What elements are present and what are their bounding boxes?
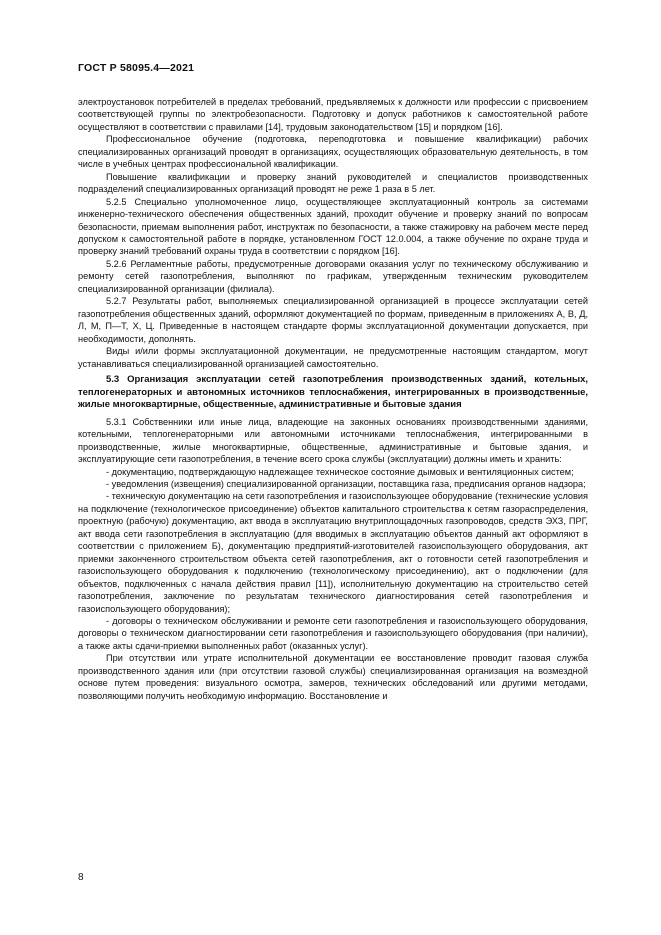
clause-5-2-5: 5.2.5 Специально уполномоченное лицо, осуществляющее эксплуатационный контроль за системами инженерно-технического обеспечения общественных зданий, проходит обучение и проверку знаний по вопросам безопасности, приемам выполнения работ, инструктаж по безопасности, а также стажировку на рабочем месте перед допуском к самостоятельной работе в порядке, установленном ГОСТ 12.0.004, а также обучение по охране труда и проверку знаний требований охраны труда в соответствии с порядком [16]. <box>78 196 588 257</box>
section-heading-5-3: 5.3 Организация эксплуатации сетей газопотребления производственных зданий, котельных, теплогенераторных и автономных источников теплоснабжения, интегрированных в производственные, жилые многоквартирные, общественные, административные и бытовые здания <box>78 373 588 411</box>
paragraph: Виды и/или формы эксплуатационной документации, не предусмотренные настоящим стандартом, могут устанавливаться специализированной организацией самостоятельно. <box>78 346 588 369</box>
list-item: - документацию, подтверждающую надлежащее техническое состояние дымовых и вентиляционных систем; <box>106 466 574 477</box>
paragraph: Профессиональное обучение (подготовка, переподготовка и повышение квалификации) рабочих специализированных организаций проводят в организациях, осуществляющих образовательную деятельность, в том числе в учебных центрах профессиональной квалификации. <box>78 134 588 170</box>
clause-5-3-1: 5.3.1 Собственники или иные лица, владеющие на законных основаниях производственными зданиями, котельными, теплогенераторными или автономными источниками теплоснабжения, интегрированными в производственные, жилые многоквартирные, общественные, административные и бытовые здания, и эксплуатирующие сети газопотребления, в течение всего срока службы (эксплуатации) должны иметь и хранить: <box>78 416 588 465</box>
list-item: - техническую документацию на сети газопотребления и газоиспользующее оборудование (технические условия на подключение (технологическое присоединение) объектов капитального строительства к сетям газораспределения, проектную (рабочую) документацию, акт ввода в эксплуатацию внутриплощадочных газопроводов, средств ЭХЗ, ПРГ, акт ввода сети газопотребления в эксплуатацию (для вводимых в эксплуатацию объектов данный акт оформляют в соответствии с приложением Б), документацию предприятий-изготовителей газоиспользующего оборудования, акт приемки законченного строительством объекта сетей газопотребления, акт о готовности сетей газопотребления и газоиспользующего оборудования к подключению (технологическому присоединению), акт о подключении (для объектов, подключенных с начала действия правил [11]), исполнительную документацию на строительство сетей газопотребления, заключение по результатам технического диагностирования сетей газопотребления и газоиспользующего оборудования); <box>78 491 588 614</box>
paragraph: электроустановок потребителей в пределах требований, предъявляемых к должности или профессии с присвоением соответствующей группы по электробезопасности. Подготовку и допуск работников к самостоятельной работе осуществляют в соответствии с правилами [14], трудовым законодательством [15] и порядком [16]. <box>78 97 588 132</box>
paragraph: При отсутствии или утрате исполнительной документации ее восстановление проводит газовая служба производственного здания или (при отсутствии газовой службы) специализированная организация на возмездной основе путем проведения: визуального осмотра, замеров, технических обследований или другими методами, позволяющими получить необходимую информацию. Восстановление и <box>78 653 588 701</box>
document-body <box>78 96 588 702</box>
page-number: 8 <box>78 872 84 883</box>
document-header: ГОСТ Р 58095.4—2021 <box>78 62 195 74</box>
clause-5-2-6: 5.2.6 Регламентные работы, предусмотренные договорами оказания услуг по техническому обслуживанию и ремонту сетей газопотребления, выполняют по графикам, утвержденным техническим руководителем специализированной организации (филиала). <box>78 258 588 294</box>
paragraph: Повышение квалификации и проверку знаний руководителей и специалистов производственных подразделений специализированных организаций проводят не реже 1 раза в 5 лет. <box>78 171 588 195</box>
list-item: - уведомления (извещения) специализированной организации, поставщика газа, предписания органов надзора; <box>106 479 586 490</box>
list-item: - договоры о техническом обслуживании и ремонте сети газопотребления и газоиспользующего оборудования, договоры о техническом диагностировании сети газопотребления и газоиспользующего оборудования (при наличии), а также акты сдачи-приемки выполненных работ (оказанных услуг). <box>78 616 588 651</box>
clause-5-2-7: 5.2.7 Результаты работ, выполняемых специализированной организацией в процессе эксплуатации сетей газопотребления общественных зданий, оформляют документацией по формам, приведенным в приложениях А, В, Д, Л, М, П—Т, Х, Ц. Приведенные в настоящем стандарте формы эксплуатационной документации допускается, при необходимости, дополнять. <box>78 296 588 344</box>
